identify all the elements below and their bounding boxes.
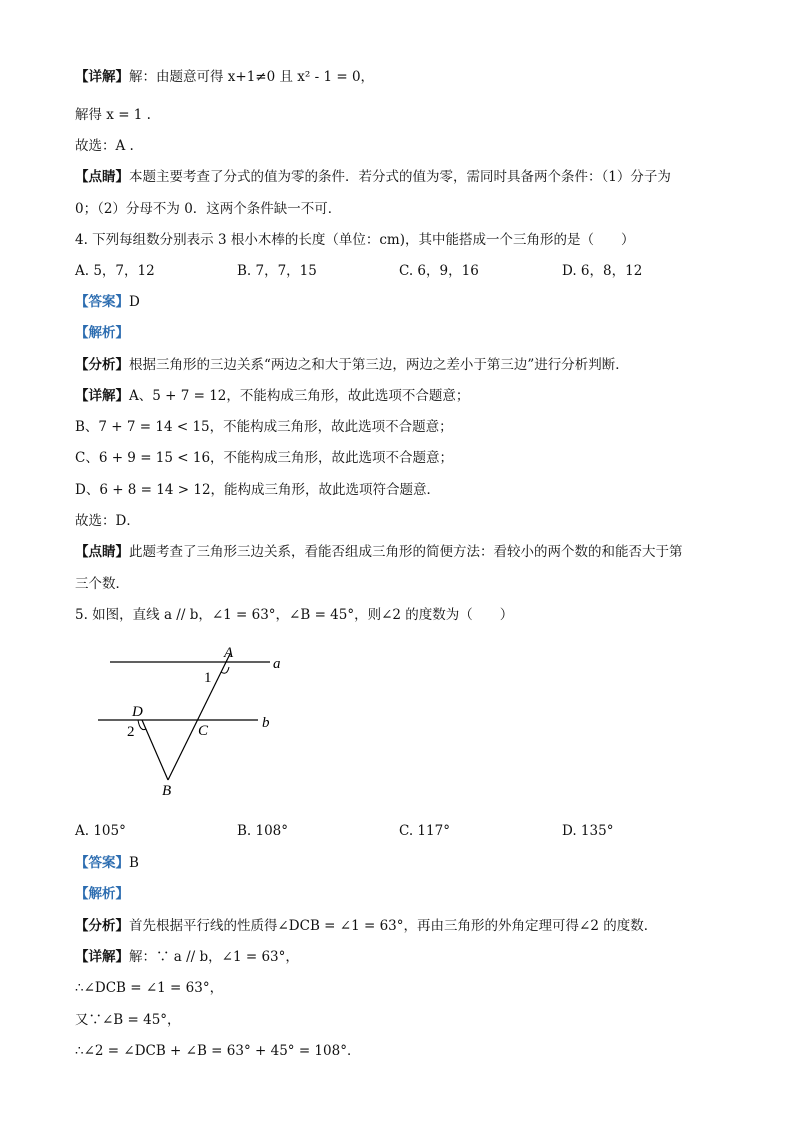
q4-detail-a (75, 387, 469, 405)
answer-value: B (129, 855, 139, 871)
label-2: 2 (127, 724, 135, 740)
q5-answer (75, 854, 139, 872)
q5-detail-2: ∴∠DCB = ∠1 = 63°， (75, 980, 224, 996)
analysis-sub-tag: 【分析】 (75, 357, 129, 373)
analysis-text: 首先根据平行线的性质得∠DCB = ∠1 = 63°，再由三角形的外角定理可得∠2 的度数． (129, 918, 658, 934)
question-5: 5. 如图，直线 a // b，∠1 = 63°，∠B = 45°，则∠2 的度数为（ ） (75, 607, 514, 623)
detail-text: 解：由题意可得 x+1≠0 且 x² - 1 = 0， (129, 69, 375, 85)
label-a: a (273, 656, 281, 672)
q5-option-b: B. 108° (237, 823, 289, 839)
solve-line: 解得 x = 1 . (75, 107, 151, 123)
comment-tag: 【点睛】 (75, 544, 129, 560)
answer-tag: 【答案】 (75, 855, 129, 871)
label-D: D (132, 704, 143, 720)
analysis-tag: 【解析】 (75, 325, 129, 341)
label-b: b (262, 715, 270, 731)
detail-line-1 (75, 68, 374, 86)
q5-detail-3: 又∵∠B = 45°， (75, 1012, 181, 1028)
q5-detail-4: ∴∠2 = ∠DCB + ∠B = 63° + 45° = 108°． (75, 1043, 361, 1059)
detail-tag: 【详解】 (75, 949, 129, 965)
q4-answer (75, 293, 140, 311)
analysis-tag: 【解析】 (75, 886, 129, 902)
segment-AB (168, 654, 230, 780)
q4-analysis-line (75, 356, 629, 374)
choose-line: 故选：A . (75, 138, 134, 154)
comment-line-1 (75, 168, 671, 186)
answer-value: D (129, 294, 140, 310)
parallel-lines-figure (90, 640, 300, 800)
q5-option-d: D. 135° (562, 823, 614, 839)
q4-option-d: D. 6，8，12 (562, 263, 643, 279)
q5-analysis-tag (75, 885, 129, 903)
q5-detail-1 (75, 948, 299, 966)
analysis-sub-tag: 【分析】 (75, 918, 129, 934)
q5-option-c: C. 117° (399, 823, 450, 839)
q4-detail-d: D、6 + 8 = 14 > 12，能构成三角形，故此选项符合题意． (75, 482, 441, 498)
q4-option-a: A. 5，7，12 (75, 263, 155, 279)
comment-text: 本题主要考查了分式的值为零的条件．若分式的值为零，需同时具备两个条件：（1）分子为 (129, 169, 671, 185)
comment-text: 此题考查了三角形三边关系，看能否组成三角形的简便方法：看较小的两个数的和能否大于第 (129, 544, 683, 560)
detail-text: A、5 + 7 = 12，不能构成三角形，故此选项不合题意； (129, 388, 470, 404)
q4-analysis-tag (75, 324, 129, 342)
comment-tag: 【点睛】 (75, 169, 129, 185)
detail-tag: 【详解】 (75, 388, 129, 404)
q4-option-c: C. 6，9，16 (399, 263, 479, 279)
q4-detail-c: C、6 + 9 = 15 < 16，不能构成三角形，故此选项不合题意； (75, 450, 454, 466)
detail-tag: 【详解】 (75, 69, 129, 85)
analysis-text: 根据三角形的三边关系“两边之和大于第三边，两边之差小于第三边”进行分析判断． (129, 357, 629, 373)
label-A: A (224, 645, 234, 661)
detail-text: 解：∵ a // b，∠1 = 63°， (129, 949, 299, 965)
q4-comment-1 (75, 543, 683, 561)
q4-choose: 故选：D． (75, 513, 140, 529)
label-C: C (198, 723, 209, 739)
q4-comment-2: 三个数． (75, 576, 129, 592)
q4-detail-b: B、7 + 7 = 14 < 15，不能构成三角形，故此选项不合题意； (75, 419, 453, 435)
question-4: 4. 下列每组数分别表示 3 根小木棒的长度（单位：cm)，其中能搭成一个三角形的是（ ） (75, 232, 635, 248)
q5-option-a: A. 105° (75, 823, 126, 839)
label-1: 1 (204, 670, 212, 686)
q5-analysis-line (75, 917, 657, 935)
label-B: B (162, 783, 172, 799)
answer-tag: 【答案】 (75, 294, 129, 310)
q4-option-b: B. 7，7，15 (237, 263, 317, 279)
comment-line-2: 0；（2）分母不为 0．这两个条件缺一不可． (75, 201, 342, 217)
